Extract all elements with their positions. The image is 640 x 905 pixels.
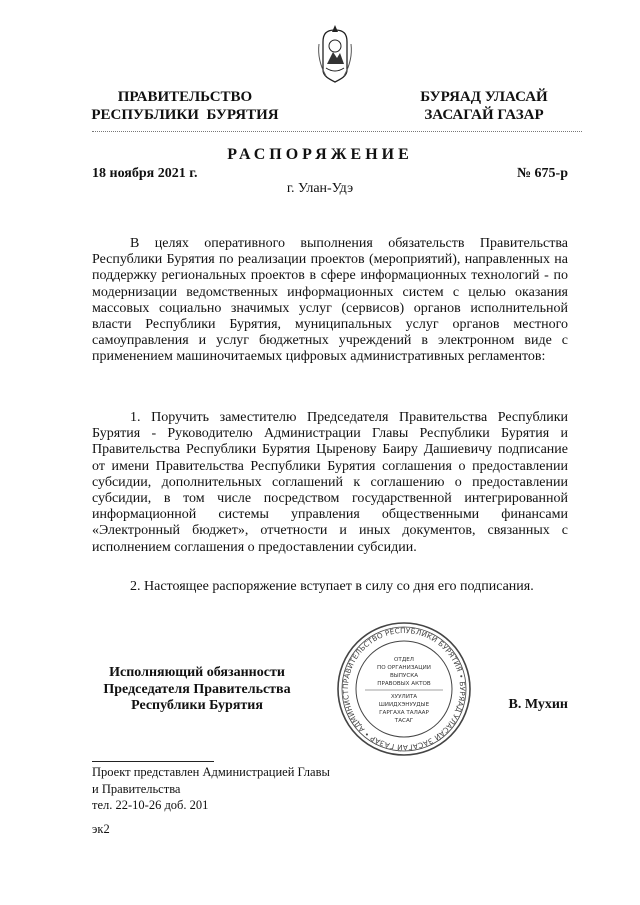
document-title: РАСПОРЯЖЕНИЕ <box>227 146 413 163</box>
signatory-title-line2: Председателя Правительства <box>103 681 291 697</box>
signatory-title-line1: Исполняющий обязанности <box>109 665 285 680</box>
footnote-line2: и Правительства <box>92 781 181 796</box>
seal-inner-line: ТАСАГ <box>394 718 414 724</box>
government-header-bua <box>404 88 564 124</box>
seal-outer-text: ПРАВИТЕЛЬСТВО РЕСПУБЛИКИ БУРЯТИЯ • БУРЯАД УЛАСАЙ ЗАСАГАЙ ГАЗАР • АДМИНИСТ <box>340 625 468 753</box>
document-number: № 675-р <box>516 166 568 181</box>
seal-inner-line: ВЫПУСКА <box>389 673 419 679</box>
seal-inner-line: ПРАВОВЫХ АКТОВ <box>377 681 431 687</box>
footnote <box>92 764 392 814</box>
header-right-line2: ЗАСАГАЙ ГАЗАР <box>424 107 544 123</box>
header-right-line1: БУРЯАД УЛАСАЙ <box>420 89 548 105</box>
signatory-name: В. Мухин <box>508 697 568 712</box>
official-seal-stamp <box>335 620 473 758</box>
seal-inner-line: ХУУЛИТА <box>390 694 418 700</box>
seal-inner-line: ОТДЕЛ <box>394 657 414 663</box>
document-city: г. Улан-Удэ <box>286 181 354 196</box>
footnote-line1: Проект представлен Администрацией Главы <box>92 765 330 779</box>
clause-2-paragraph: 2. Настоящее распоряжение вступает в силу со дня его подписания. <box>130 579 534 594</box>
header-left-line1: ПРАВИТЕЛЬСТВО <box>117 89 253 105</box>
document-date: 18 ноября 2021 г. <box>92 166 198 181</box>
document-code: эк2 <box>92 822 110 836</box>
signatory-title <box>92 665 302 715</box>
seal-inner-line: ПО ОРГАНИЗАЦИИ <box>377 665 431 671</box>
seal-inner-line: ШИИДХЭНУУДЫЕ <box>378 702 430 708</box>
footnote-line3: тел. 22-10-26 доб. 201 <box>92 798 209 812</box>
footnote-rule <box>92 761 214 762</box>
seal-inner-line: ГАРГАХА ТАЛААР <box>379 710 429 716</box>
signatory-title-line3: Республики Бурятия <box>131 698 263 713</box>
header-left-line2: РЕСПУБЛИКИ БУРЯТИЯ <box>91 107 279 123</box>
header-divider <box>92 131 582 132</box>
clause-1-paragraph: 1. Поручить заместителю Председателя Правительства Республики Бурятия - Руководителю Администрации Главы Республики Бурятия и Правительства Республики Бурятия Цыренову Баиру Дашиевичу подписание от имени Правительства Республики Бурятия соглашения о предоставлении субсидии, дополнительных соглашений к соглашению о предоставлении субсидии, в том числе посредством государственной интегрированной информационной системы управления общественными финансами «Электронный бюджет», отчетности и иных документов, связанных с исполнением соглашения о предоставлении субсидии. <box>92 410 568 555</box>
coat-of-arms-icon <box>314 24 356 88</box>
preamble-paragraph: В целях оперативного выполнения обязательств Правительства Республики Бурятия по реализации проектов (мероприятий), направленных на поддержку региональных проектов в сфере информационных технологий - по модернизации ведомственных информационных систем с целью оказания массовых социально значимых услуг (сервисов) органов исполнительной власти Республики Бурятия, муниципальных услуг органов местного самоуправления и услуг бюджетных учреждений в электронном виде с применением машиночитаемых цифровых административных регламентов: <box>92 236 568 365</box>
government-header-ru <box>80 88 290 124</box>
